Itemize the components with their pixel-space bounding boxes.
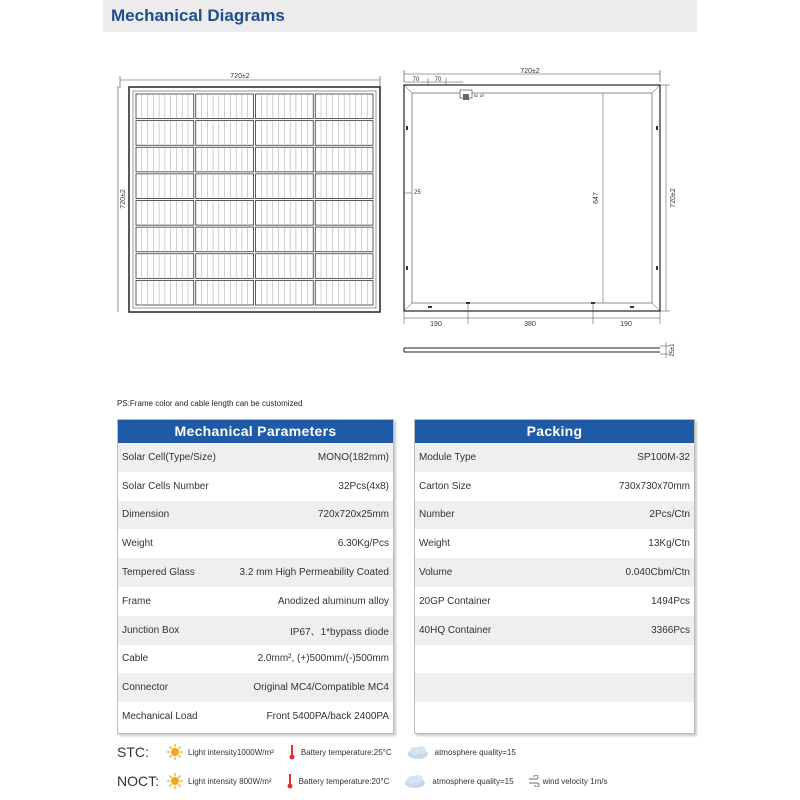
thermometer-icon: [286, 773, 294, 789]
mechanical-row: [118, 673, 393, 702]
customization-note: PS:Frame color and cable length can be customized: [117, 399, 303, 408]
stc-label: STC:: [117, 744, 149, 760]
param-label: Volume: [419, 567, 453, 579]
noct-atmosphere-text: atmosphere quality=15: [432, 776, 514, 786]
dim-25: 25: [414, 190, 421, 196]
noct-wind-text: wind velocity 1m/s: [542, 776, 608, 786]
param-value: 720x720x25mm: [317, 509, 389, 521]
param-label: Cable: [122, 653, 149, 665]
param-value: MONO(182mm): [317, 451, 389, 463]
param-label: Solar Cells Number: [122, 480, 209, 492]
packing-row: [415, 558, 694, 587]
mechanical-row: [118, 529, 393, 558]
mechanical-parameters-panel: [117, 419, 394, 734]
packing-row: [415, 673, 694, 702]
noct-legend: [117, 773, 621, 789]
packing-title: Packing: [415, 420, 694, 443]
packing-panel: [414, 419, 695, 734]
front-width-label: 720±2: [230, 73, 250, 80]
param-value: 6.30Kg/Pcs: [337, 538, 389, 550]
mechanical-row: [118, 645, 393, 674]
packing-row: [415, 529, 694, 558]
dim-70-a: 70: [412, 77, 420, 83]
wind-icon: [528, 775, 540, 787]
param-value: 1494Pcs: [651, 595, 690, 607]
param-value: Anodized aluminum alloy: [277, 595, 389, 607]
param-value: 730x730x70mm: [618, 480, 690, 492]
param-value: Front 5400PA/back 2400PA: [266, 711, 389, 723]
mechanical-row: [118, 616, 393, 645]
param-value: IP67、1*bypass diode: [290, 626, 389, 638]
packing-row: [415, 645, 694, 674]
dim-647: 647: [593, 192, 600, 204]
param-label: Carton Size: [419, 480, 472, 492]
front-view-diagram: [110, 66, 390, 316]
noct-battery-text: Battery temperature:20°C: [298, 776, 390, 786]
param-label: Solar Cell(Type/Size): [122, 451, 216, 463]
packing-row: [415, 501, 694, 530]
stc-battery-text: Battery temperature:25°C: [300, 747, 392, 757]
packing-row: [415, 443, 694, 472]
param-value: 3.2 mm High Permeability Coated: [239, 567, 389, 579]
header-bar: [103, 0, 697, 32]
dim-70-b: 70: [434, 77, 442, 83]
sun-icon: [167, 773, 183, 789]
cloud-icon: [406, 745, 430, 759]
param-label: Weight: [419, 538, 450, 550]
dim-8: 8: [474, 94, 480, 97]
param-value: SP100M-32: [637, 451, 690, 463]
param-label: Junction Box: [122, 624, 180, 636]
param-label: Dimension: [122, 509, 170, 521]
param-label: Tempered Glass: [122, 567, 195, 579]
stc-light-text: Light intensity1000W/m²: [188, 747, 274, 757]
stc-legend: [117, 744, 530, 760]
stc-atmosphere-text: atmosphere quality=15: [434, 747, 516, 757]
param-label: 40HQ Container: [419, 624, 492, 636]
packing-row: [415, 616, 694, 645]
side-thickness-label: 25±1: [670, 343, 676, 357]
mechanical-row: [118, 558, 393, 587]
mechanical-parameters-title: Mechanical Parameters: [118, 420, 393, 443]
sun-icon: [167, 744, 183, 760]
mechanical-row: [118, 472, 393, 501]
param-value: 3366Pcs: [651, 624, 690, 636]
param-value: 2Pcs/Ctn: [649, 509, 690, 521]
dim-190-a: 190: [430, 321, 442, 328]
cloud-icon: [403, 774, 427, 788]
dim-380: 380: [524, 321, 536, 328]
param-value: 32Pcs(4x8): [338, 480, 389, 492]
param-label: Frame: [122, 595, 151, 607]
param-label: Connector: [122, 682, 169, 694]
back-width-label: 720±2: [520, 68, 540, 75]
mechanical-row: [118, 501, 393, 530]
param-value: 2.0mm², (+)500mm/(-)500mm: [257, 653, 389, 665]
dim-190-b: 190: [620, 321, 632, 328]
noct-light-text: Light intensity 800W/m²: [188, 776, 272, 786]
param-label: Mechanical Load: [122, 711, 198, 723]
front-height-label: 720±2: [120, 189, 127, 209]
packing-row: [415, 472, 694, 501]
param-value: 0.040Cbm/Ctn: [625, 567, 690, 579]
mechanical-row: [118, 702, 393, 731]
back-height-label: 720±2: [670, 188, 677, 208]
param-value: 13Kg/Ctn: [648, 538, 690, 550]
param-value: Original MC4/Compatible MC4: [253, 682, 389, 694]
param-label: Weight: [122, 538, 153, 550]
packing-row: [415, 702, 694, 731]
mechanical-row: [118, 587, 393, 616]
back-view-diagram: [398, 66, 688, 366]
mechanical-row: [118, 443, 393, 472]
param-label: 20GP Container: [419, 595, 491, 607]
packing-row: [415, 587, 694, 616]
thermometer-icon: [288, 744, 296, 760]
dim-5: 5: [480, 94, 486, 97]
param-label: Module Type: [419, 451, 477, 463]
page-title: Mechanical Diagrams: [111, 6, 285, 25]
param-label: Number: [419, 509, 455, 521]
noct-label: NOCT:: [117, 773, 159, 789]
